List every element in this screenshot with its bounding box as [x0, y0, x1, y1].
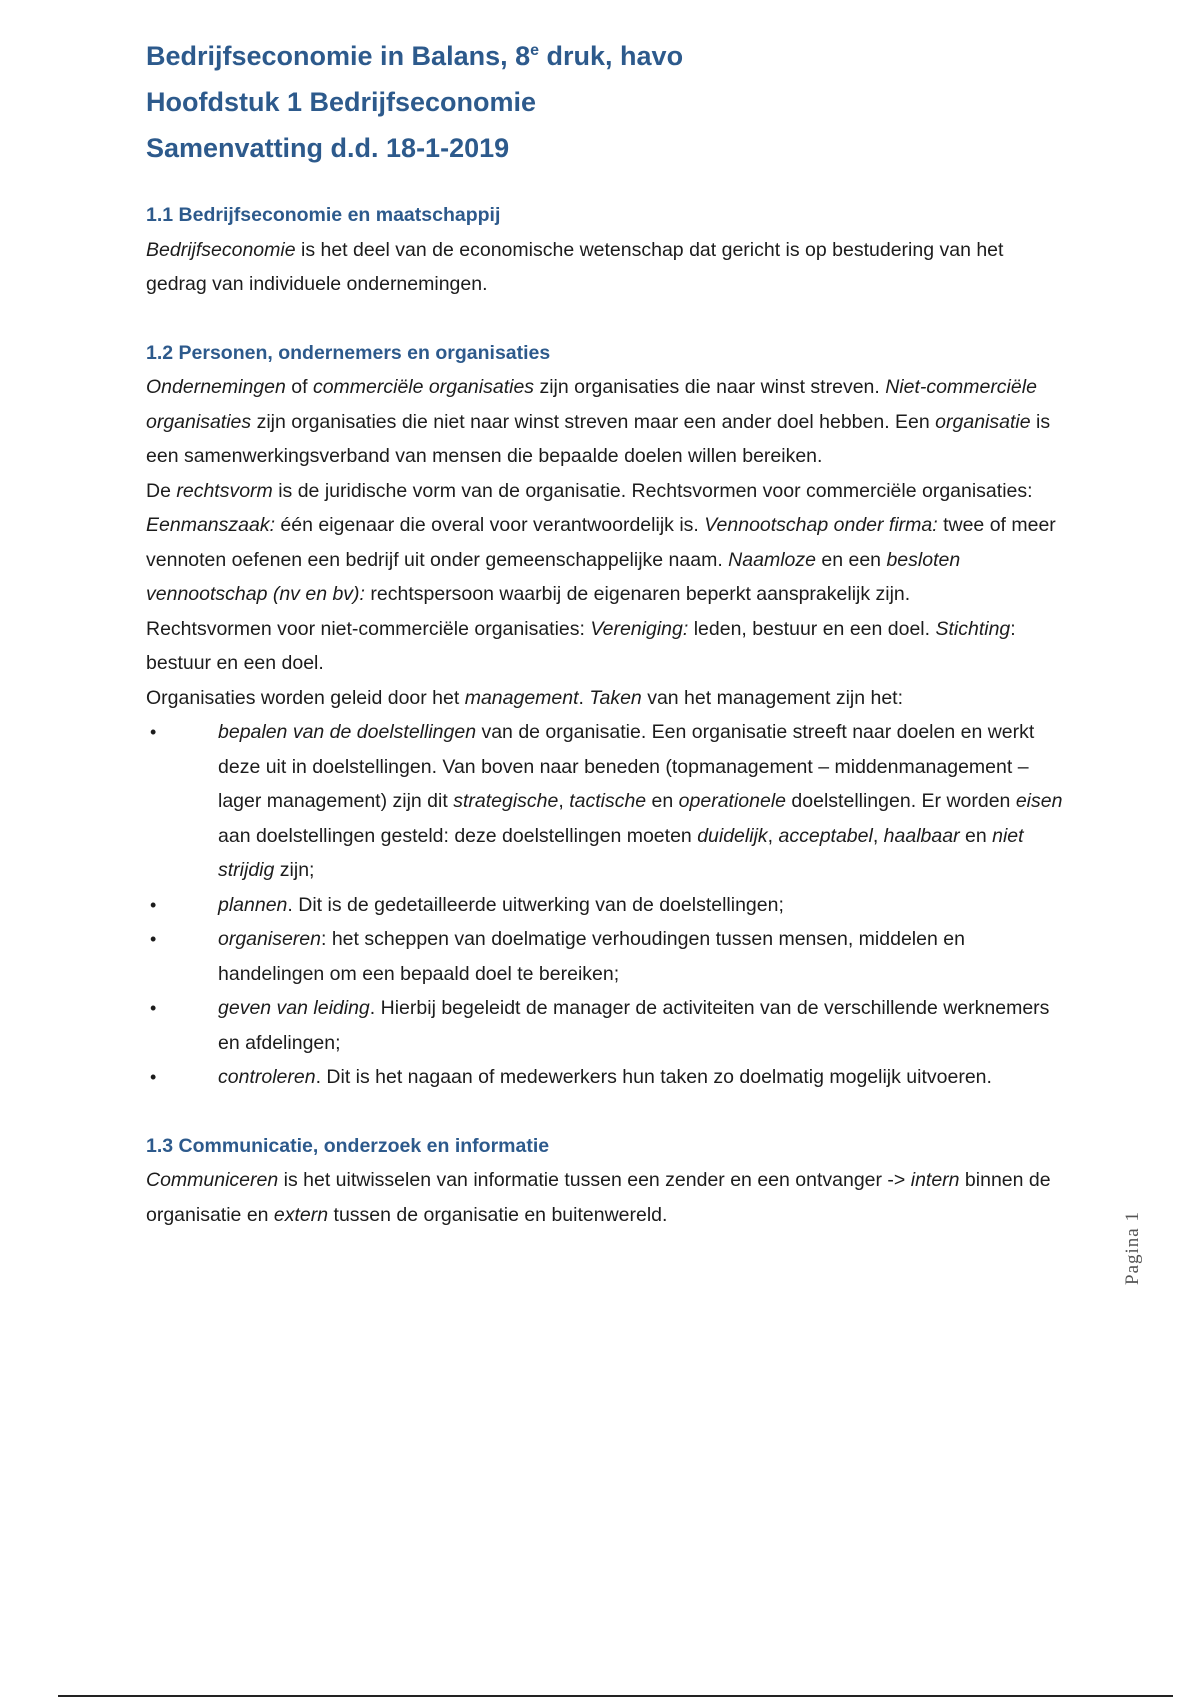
paragraph: De rechtsvorm is de juridische vorm van de organisatie. Rechtsvormen voor commerciële organisaties: Eenmanszaak: één eigenaar die overal voor verantwoordelijk is. Vennootschap onder firma: twee of meer vennoten oefenen een bedrijf uit onder gemeenschappelijke naam. Naamloze en een besloten vennootschap (nv en bv): rechtspersoon waarbij de eigenaren beperkt aansprakelijk zijn.	[146, 479, 1056, 605]
list-item: • organiseren: het scheppen van doelmatige verhoudingen tussen mensen, middelen en handelingen om een bepaald doel te bereiken;	[146, 922, 1066, 991]
list-item: • controleren. Dit is het nagaan of medewerkers hun taken zo doelmatig mogelijk uitvoeren.	[146, 1060, 1066, 1095]
bullet-icon: •	[150, 1067, 157, 1087]
list-item: • bepalen van de doelstellingen van de organisatie. Een organisatie streeft naar doelen en werkt deze uit in doelstellingen. Van boven naar beneden (topmanagement – middenmanagement – lager management) zijn dit strategische, tactische en operationele doelstellingen. Er worden eisen aan doelstellingen gesteld: deze doelstellingen moeten duidelijk, acceptabel, haalbaar en niet strijdig zijn;	[146, 715, 1066, 888]
management-tasks-list	[146, 715, 1066, 1095]
bullet-icon: •	[150, 722, 157, 742]
list-item: • geven van leiding. Hierbij begeleidt de manager de activiteiten van de verschillende werknemers en afdelingen;	[146, 991, 1066, 1060]
document-title: Bedrijfseconomie in Balans, 8e druk, havo	[146, 41, 684, 71]
bullet-icon: •	[150, 998, 157, 1018]
bullet-icon: •	[150, 894, 157, 915]
paragraph: Communiceren is het uitwisselen van informatie tussen een zender en een ontvanger -> intern binnen de organisatie en extern tussen de organisatie en buitenwereld.	[146, 1169, 1051, 1226]
footer-divider	[58, 1695, 1173, 1697]
paragraph: Rechtsvormen voor niet-commerciële organisaties: Vereniging: leden, bestuur en een doel. Stichting: bestuur en een doel.	[146, 617, 1016, 674]
chapter-title: Hoofdstuk 1 Bedrijfseconomie	[146, 87, 537, 117]
page-number: Pagina 1	[1122, 1211, 1143, 1285]
paragraph: Bedrijfseconomie is het deel van de economische wetenschap dat gericht is op bestudering van het gedrag van individuele ondernemingen.	[146, 238, 1004, 295]
summary-date: Samenvatting d.d. 18-1-2019	[146, 133, 510, 163]
section-heading-1-1: 1.1 Bedrijfseconomie en maatschappij	[146, 204, 501, 226]
document-header	[146, 28, 683, 171]
bullet-icon: •	[150, 929, 157, 949]
document-body	[146, 198, 1066, 1232]
section-heading-1-3: 1.3 Communicatie, onderzoek en informatie	[146, 1134, 550, 1157]
paragraph: Organisaties worden geleid door het management. Taken van het management zijn het:	[146, 686, 904, 709]
list-item: • plannen. Dit is de gedetailleerde uitwerking van de doelstellingen;	[146, 888, 1066, 923]
section-heading-1-2: 1.2 Personen, ondernemers en organisaties	[146, 341, 551, 364]
paragraph: Ondernemingen of commerciële organisaties zijn organisaties die naar winst streven. Niet-commerciële organisaties zijn organisaties die niet naar winst streven maar een ander doel hebben. Een organisatie is een samenwerkingsverband van mensen die bepaalde doelen willen bereiken.	[146, 376, 1051, 467]
